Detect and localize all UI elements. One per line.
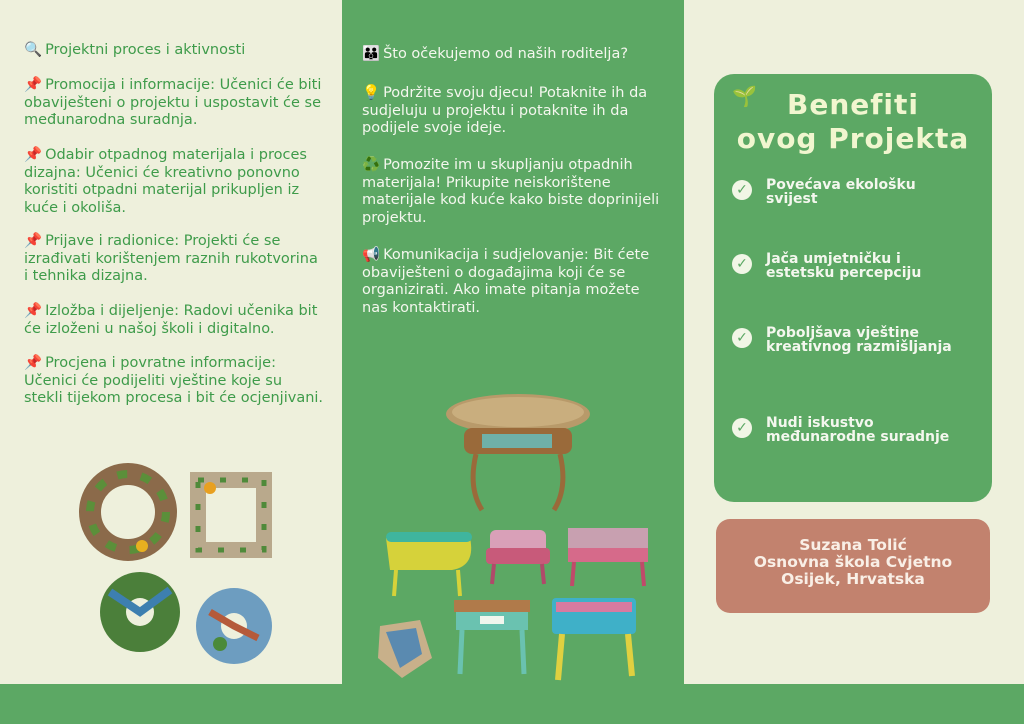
process-heading: 🔍 Projektni proces i aktivnosti xyxy=(24,42,246,58)
right-panel xyxy=(684,0,1024,684)
city-name: Osijek, Hrvatska xyxy=(781,570,925,588)
parents-item: 💡 Podržite svoju djecu! Potaknite ih da sudjeluju u projektu i potaknite ih da podijele svoje ideje. xyxy=(362,85,648,136)
author-card xyxy=(716,519,990,613)
benefits-title: Benefiti ovog Projekta xyxy=(736,88,970,155)
footer-band xyxy=(0,684,1024,724)
parents-item: 📢 Komunikacija i sudjelovanje: Bit ćete obaviješteni o događajima koji će se organizirati. Ako imate pitanja možete nas kontaktirati. xyxy=(362,247,650,316)
process-item: 📌 Promocija i informacije: Učenici će biti obaviješteni o projektu i uspostavit će se međunarodna suradnja. xyxy=(24,77,322,128)
upcycled-furniture-photo xyxy=(372,388,672,684)
process-item: 📌 Prijave i radionice: Projekti će se izrađivati korištenjem raznih rukotvorina i tehnika dizajna. xyxy=(24,233,318,284)
pushpin-icon: 📌 xyxy=(24,355,43,371)
parents-item: ♻️ Pomozite im u skupljanju otpadnih materijala! Prikupite neiskorištene materijale kod kuće kako biste doprinijeli projektu. xyxy=(362,157,660,226)
recycle-icon: ♻️ xyxy=(362,157,381,173)
process-item: 📌 Izložba i dijeljenje: Radovi učenika bit će izloženi u našoj školi i digitalno. xyxy=(24,303,318,337)
pushpin-icon: 📌 xyxy=(24,147,43,163)
megaphone-icon: 📢 xyxy=(362,247,381,263)
check-circle-icon: ✓ xyxy=(732,180,752,200)
lightbulb-icon: 💡 xyxy=(362,85,381,101)
pushpin-icon: 📌 xyxy=(24,77,43,93)
check-circle-icon: ✓ xyxy=(732,328,752,348)
upcycled-wreaths-photo xyxy=(70,462,290,684)
middle-panel xyxy=(342,0,684,684)
school-name: Osnovna škola Cvjetno xyxy=(753,553,953,571)
benefits-card: 🌱 Benefiti ovog Projekta ✓ Povećava ekološku svijest ✓ Jača umjetničku i estetsku percepciju ✓ Poboljšava vještine kreativnog razmišljanja ✓ Nudi iskustvo međunarodne suradnje xyxy=(714,74,992,502)
sprout-icon: 🌱 xyxy=(732,84,757,108)
check-circle-icon: ✓ xyxy=(732,254,752,274)
process-item: 📌 Odabir otpadnog materijala i proces dizajna: Učenici će kreativno ponovno koristiti otpadni materijal prikupljen iz kuće i okoliša. xyxy=(24,147,307,216)
author-name: Suzana Tolić xyxy=(799,536,907,554)
check-circle-icon: ✓ xyxy=(732,418,752,438)
pushpin-icon: 📌 xyxy=(24,303,43,319)
left-panel xyxy=(0,0,342,684)
family-icon: 👪 xyxy=(362,46,381,62)
pushpin-icon: 📌 xyxy=(24,233,43,249)
magnifier-icon: 🔍 xyxy=(24,42,43,58)
process-item: 📌 Procjena i povratne informacije: Učenici će podijeliti vještine koje su stekli tijekom procesa i bit će ocjenjivani. xyxy=(24,355,324,406)
parents-heading: 👪 Što očekujemo od naših roditelja? xyxy=(362,46,629,62)
